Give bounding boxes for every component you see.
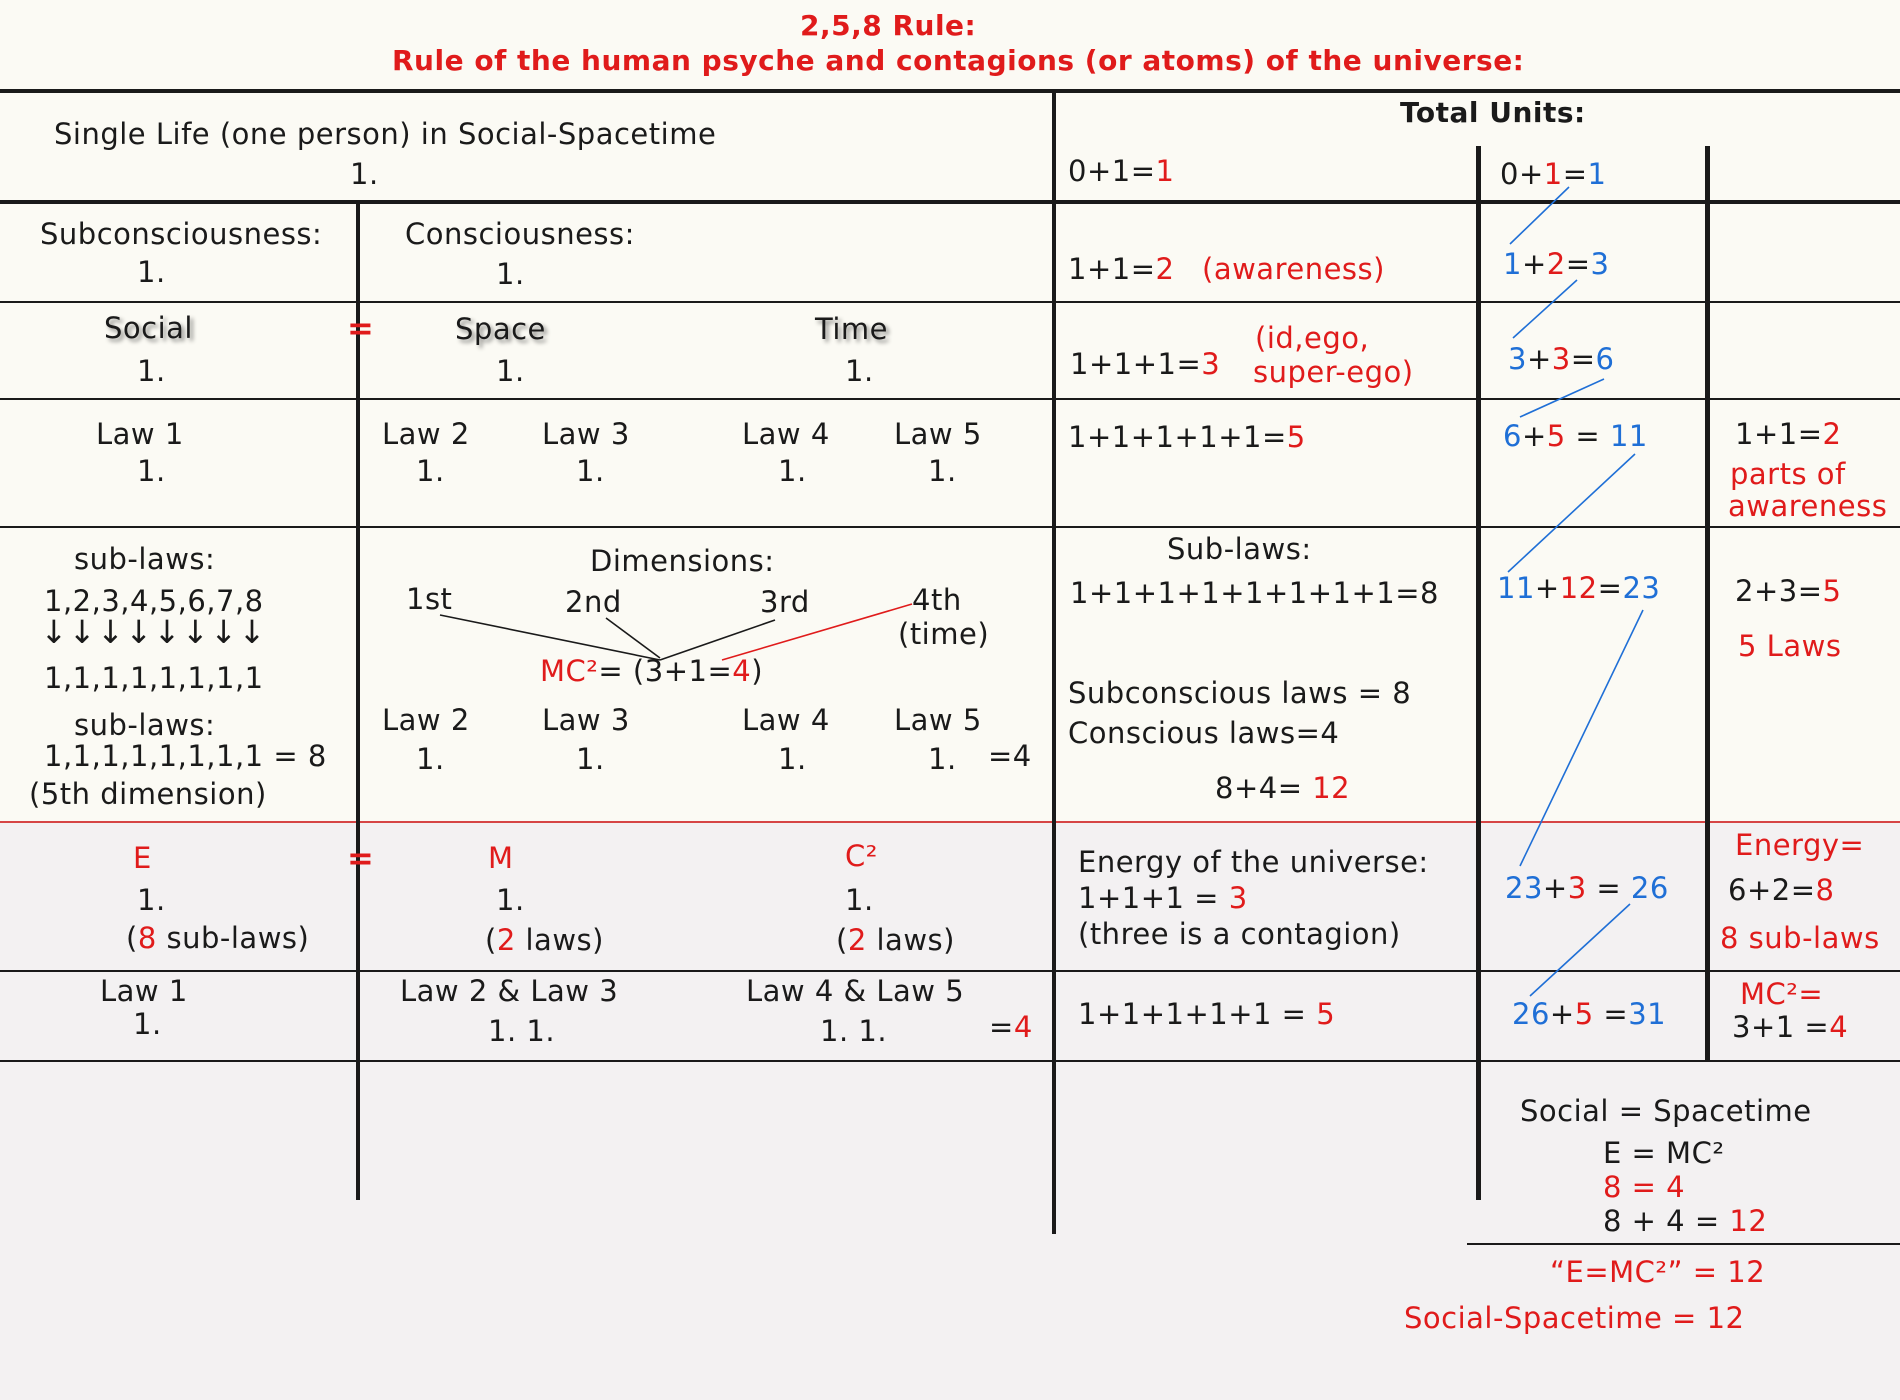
row5-law5-label: Law 5	[894, 703, 982, 737]
units-row2-d: =	[1565, 247, 1591, 281]
row7-law23-ones: 1. 1.	[488, 1014, 556, 1048]
law5-one: 1.	[928, 454, 957, 488]
E-one: 1.	[137, 883, 166, 917]
units-row1-a: 0+	[1500, 157, 1544, 191]
awareness-parts-prefix: 1+1=	[1735, 417, 1823, 451]
row3-eq-result: 3	[1201, 347, 1221, 381]
link-1-to-2	[1510, 187, 1569, 244]
down-arrow-icon: ↓	[68, 613, 97, 651]
down-arrow-icon: ↓	[238, 613, 266, 651]
law2-one: 1.	[416, 454, 445, 488]
units-row4-c: 5	[1546, 419, 1566, 453]
energy-eq-result: 3	[1228, 881, 1248, 915]
summary-sum-prefix: 8 + 4 =	[1603, 1204, 1730, 1238]
row7-law45: Law 4 & Law 5	[746, 974, 965, 1008]
units-row7-c: 5	[1574, 997, 1594, 1031]
five-laws-result: 5	[1822, 574, 1842, 608]
units-row7-b: +	[1549, 997, 1575, 1031]
five-laws-eq	[1735, 575, 1841, 608]
mc2-equation	[540, 655, 763, 688]
M-one: 1.	[496, 883, 525, 917]
mc2-eq-close: )	[751, 654, 764, 688]
C2-laws-count: 2	[847, 923, 867, 957]
mass-M: M	[488, 841, 514, 875]
law4-label: Law 4	[742, 417, 830, 451]
dim-1st: 1st	[406, 582, 453, 616]
sub-laws-heading: Sub-laws:	[1167, 532, 1312, 566]
row5-law2-label: Law 2	[382, 703, 470, 737]
units-row3-d: =	[1570, 342, 1596, 376]
sub-laws-label-2: sub-laws:	[74, 708, 216, 742]
summary-sum	[1603, 1205, 1767, 1238]
units-row3-c: 3	[1551, 342, 1571, 376]
dim-4th: 4th	[912, 583, 962, 617]
energy-universe-label: Energy of the universe:	[1078, 845, 1429, 879]
time-one: 1.	[845, 354, 874, 388]
energy-E: E	[133, 841, 152, 875]
laws-sum-prefix: 8+4=	[1215, 771, 1303, 805]
row2-eq-result: 2	[1155, 252, 1175, 286]
laws-sum	[1215, 772, 1350, 805]
C2-laws-text: laws)	[866, 923, 955, 957]
energy-universe-eq	[1078, 882, 1248, 915]
summary-social-spacetime-12: Social-Spacetime = 12	[1404, 1301, 1745, 1335]
row5-law4-one: 1.	[778, 742, 807, 776]
units-row6-a: 23	[1505, 871, 1543, 905]
units-row4-b: +	[1521, 419, 1547, 453]
units-row1-b: 1	[1543, 157, 1563, 191]
units-row2	[1503, 248, 1609, 281]
row3-equation	[1070, 348, 1220, 381]
row5-law3-one: 1.	[576, 742, 605, 776]
row5-law3-label: Law 3	[542, 703, 630, 737]
units-row4	[1503, 420, 1648, 453]
energy-label: Energy=	[1735, 828, 1865, 862]
down-arrow-icon: ↓	[153, 613, 181, 651]
e-equals-sign: =	[347, 839, 375, 877]
row7-law1-one: 1.	[133, 1007, 162, 1041]
units-row7	[1512, 998, 1666, 1031]
law2-label: Law 2	[382, 417, 470, 451]
E-sub-laws-text: sub-laws)	[156, 921, 310, 955]
row4-equation	[1068, 421, 1306, 454]
M-laws	[485, 924, 604, 957]
dim-4th-line	[722, 604, 912, 660]
title-line-2: Rule of the human psyche and contagions (or atoms) of the universe:	[392, 44, 1525, 77]
units-row7-d: =	[1593, 997, 1629, 1031]
law4-one: 1.	[778, 454, 807, 488]
row4-eq-prefix: 1+1+1+1+1=	[1068, 420, 1287, 454]
row7-law45-ones: 1. 1.	[820, 1014, 888, 1048]
row4-eq-result: 5	[1286, 420, 1306, 454]
units-row5-b: +	[1534, 571, 1560, 605]
down-arrow-icon: ↓	[181, 613, 210, 651]
single-life-label: Single Life (one person) in Social-Spacetime	[54, 117, 717, 151]
sub-laws-sum: 1,1,1,1,1,1,1,1 = 8	[44, 739, 327, 773]
mc2-eq-part1: = (3+1=	[598, 654, 733, 688]
units-row6-d: =	[1586, 871, 1631, 905]
units-row5	[1497, 572, 1660, 605]
C2-laws-open: (	[836, 923, 848, 957]
row5-eq4: =4	[988, 739, 1032, 773]
units-row4-e: 11	[1609, 419, 1648, 453]
E-sub-laws-count: 8	[137, 921, 157, 955]
five-laws-label: 5 Laws	[1738, 629, 1842, 663]
units-row4-a: 6	[1503, 419, 1522, 453]
law3-label: Law 3	[542, 417, 630, 451]
five-laws-prefix: 2+3=	[1735, 574, 1823, 608]
row1-eq-result: 1	[1155, 154, 1175, 188]
energy-eq-prefix: 1+1+1 =	[1078, 881, 1229, 915]
mc2-eq-right	[1732, 1011, 1848, 1044]
M-laws-count: 2	[496, 923, 516, 957]
E-sub-laws	[126, 922, 309, 955]
units-row1	[1500, 158, 1606, 191]
eight-sub-laws: 8 sub-laws	[1720, 921, 1880, 955]
parts-of-label: parts of	[1730, 457, 1846, 491]
units-row3	[1508, 343, 1614, 376]
dim-4th-time: (time)	[898, 617, 990, 651]
law1-label: Law 1	[96, 417, 184, 451]
sub-laws-sequence: 1,2,3,4,5,6,7,8	[44, 584, 264, 618]
mc2-label-right: MC²=	[1740, 977, 1824, 1011]
summary-e-mc2: E = MC²	[1603, 1136, 1725, 1170]
units-row2-b: +	[1521, 247, 1547, 281]
dim-2nd-line	[606, 618, 660, 658]
units-row6-b: +	[1542, 871, 1568, 905]
energy-eq	[1728, 874, 1834, 907]
row7-eq-prefix: 1+1+1+1+1 =	[1078, 997, 1317, 1031]
units-row1-c: =	[1562, 157, 1588, 191]
row1-equation	[1068, 155, 1174, 188]
row3-eq-prefix: 1+1+1=	[1070, 347, 1202, 381]
M-laws-text: laws)	[515, 923, 604, 957]
law5-label: Law 5	[894, 417, 982, 451]
link-3-to-4	[1520, 379, 1604, 417]
M-laws-open: (	[485, 923, 497, 957]
awareness-label: awareness	[1728, 489, 1888, 523]
units-row5-a: 11	[1497, 571, 1535, 605]
dim-3rd: 3rd	[760, 585, 810, 619]
dimensions-label: Dimensions:	[590, 544, 775, 578]
awareness-parts-result: 2	[1822, 417, 1842, 451]
units-row5-d: =	[1597, 571, 1623, 605]
units-row2-a: 1	[1503, 247, 1522, 281]
link-6-to-7	[1530, 904, 1630, 996]
units-row2-c: 2	[1546, 247, 1566, 281]
law3-one: 1.	[576, 454, 605, 488]
units-row6	[1505, 872, 1669, 905]
awareness-parts-eq	[1735, 418, 1841, 451]
summary-emc2-12: “E=MC²” = 12	[1550, 1255, 1766, 1289]
row7-eq4-sign: =	[989, 1010, 1014, 1044]
consciousness-label: Consciousness:	[405, 217, 635, 251]
summary-sum-result: 12	[1729, 1204, 1768, 1238]
social-one: 1.	[137, 354, 166, 388]
C2-one: 1.	[845, 883, 874, 917]
laws-sum-result: 12	[1312, 771, 1351, 805]
contagion-note: (three is a contagion)	[1078, 917, 1401, 951]
sub-laws-arrows	[40, 614, 266, 651]
row1-eq-prefix: 0+1=	[1068, 154, 1156, 188]
id-ego-note-line2: super-ego)	[1253, 355, 1414, 389]
mc2-eq-result: 4	[732, 654, 752, 688]
row7-eq4	[989, 1011, 1033, 1044]
row2-eq-prefix: 1+1=	[1068, 252, 1156, 286]
down-arrow-icon: ↓	[40, 613, 68, 651]
row7-eq-result: 5	[1316, 997, 1336, 1031]
energy-sum-result: 8	[1815, 873, 1835, 907]
units-row1-d: 1	[1587, 157, 1607, 191]
time-label: Time	[815, 312, 888, 346]
units-row5-c: 12	[1559, 571, 1598, 605]
awareness-note: (awareness)	[1202, 252, 1385, 286]
units-row5-e: 23	[1622, 571, 1661, 605]
total-units-header: Total Units:	[1400, 96, 1586, 129]
conscious-laws: Conscious laws=4	[1068, 716, 1340, 750]
subconscious-laws: Subconscious laws = 8	[1068, 676, 1412, 710]
sub-laws-equation: 1+1+1+1+1+1+1+1=8	[1070, 576, 1439, 610]
sub-laws-label: sub-laws:	[74, 542, 216, 576]
space-one: 1.	[496, 354, 525, 388]
row5-law2-one: 1.	[416, 742, 445, 776]
space-label: Space	[455, 312, 546, 346]
units-row3-b: +	[1526, 342, 1552, 376]
units-row3-a: 3	[1508, 342, 1527, 376]
link-4-to-5	[1508, 454, 1635, 572]
law1-one: 1.	[137, 454, 166, 488]
E-sub-laws-open: (	[126, 921, 138, 955]
units-row2-e: 3	[1590, 247, 1610, 281]
summary-8-equals-4: 8 = 4	[1603, 1170, 1686, 1204]
summary-social-spacetime: Social = Spacetime	[1520, 1094, 1812, 1128]
units-row6-c: 3	[1567, 871, 1587, 905]
consciousness-one: 1.	[496, 257, 525, 291]
units-row7-e: 31	[1628, 997, 1667, 1031]
row7-law1: Law 1	[100, 974, 188, 1008]
row7-equation	[1078, 998, 1335, 1031]
row5-law4-label: Law 4	[742, 703, 830, 737]
ones-sequence: 1,1,1,1,1,1,1,1	[44, 661, 264, 695]
down-arrow-icon: ↓	[125, 613, 153, 651]
units-row7-a: 26	[1512, 997, 1550, 1031]
fifth-dimension: (5th dimension)	[29, 777, 267, 811]
row7-law23: Law 2 & Law 3	[400, 974, 619, 1008]
units-row6-e: 26	[1630, 871, 1669, 905]
id-ego-note-line1: (id,ego,	[1255, 321, 1370, 355]
link-5-to-6	[1520, 610, 1643, 866]
row5-law5-one: 1.	[928, 742, 957, 776]
row2-equation	[1068, 253, 1174, 286]
single-life-one: 1.	[350, 157, 379, 191]
mc2-right-result: 4	[1829, 1010, 1849, 1044]
social-label: Social	[104, 311, 193, 345]
c-squared: C²	[845, 839, 878, 873]
mc2-right-prefix: 3+1 =	[1732, 1010, 1830, 1044]
energy-sum-prefix: 6+2=	[1728, 873, 1816, 907]
units-row3-e: 6	[1595, 342, 1615, 376]
subconsciousness-label: Subconsciousness:	[40, 217, 323, 251]
subconsciousness-one: 1.	[137, 255, 166, 289]
link-2-to-3	[1513, 280, 1577, 338]
title-line-1: 2,5,8 Rule:	[800, 9, 977, 42]
C2-laws	[836, 924, 955, 957]
social-equals-sign: =	[347, 309, 375, 347]
down-arrow-icon: ↓	[97, 613, 125, 651]
row7-eq4-value: 4	[1013, 1010, 1033, 1044]
units-row4-d: =	[1565, 419, 1610, 453]
mc2-label: MC²	[540, 654, 599, 688]
down-arrow-icon: ↓	[210, 613, 238, 651]
dim-2nd: 2nd	[565, 585, 622, 619]
